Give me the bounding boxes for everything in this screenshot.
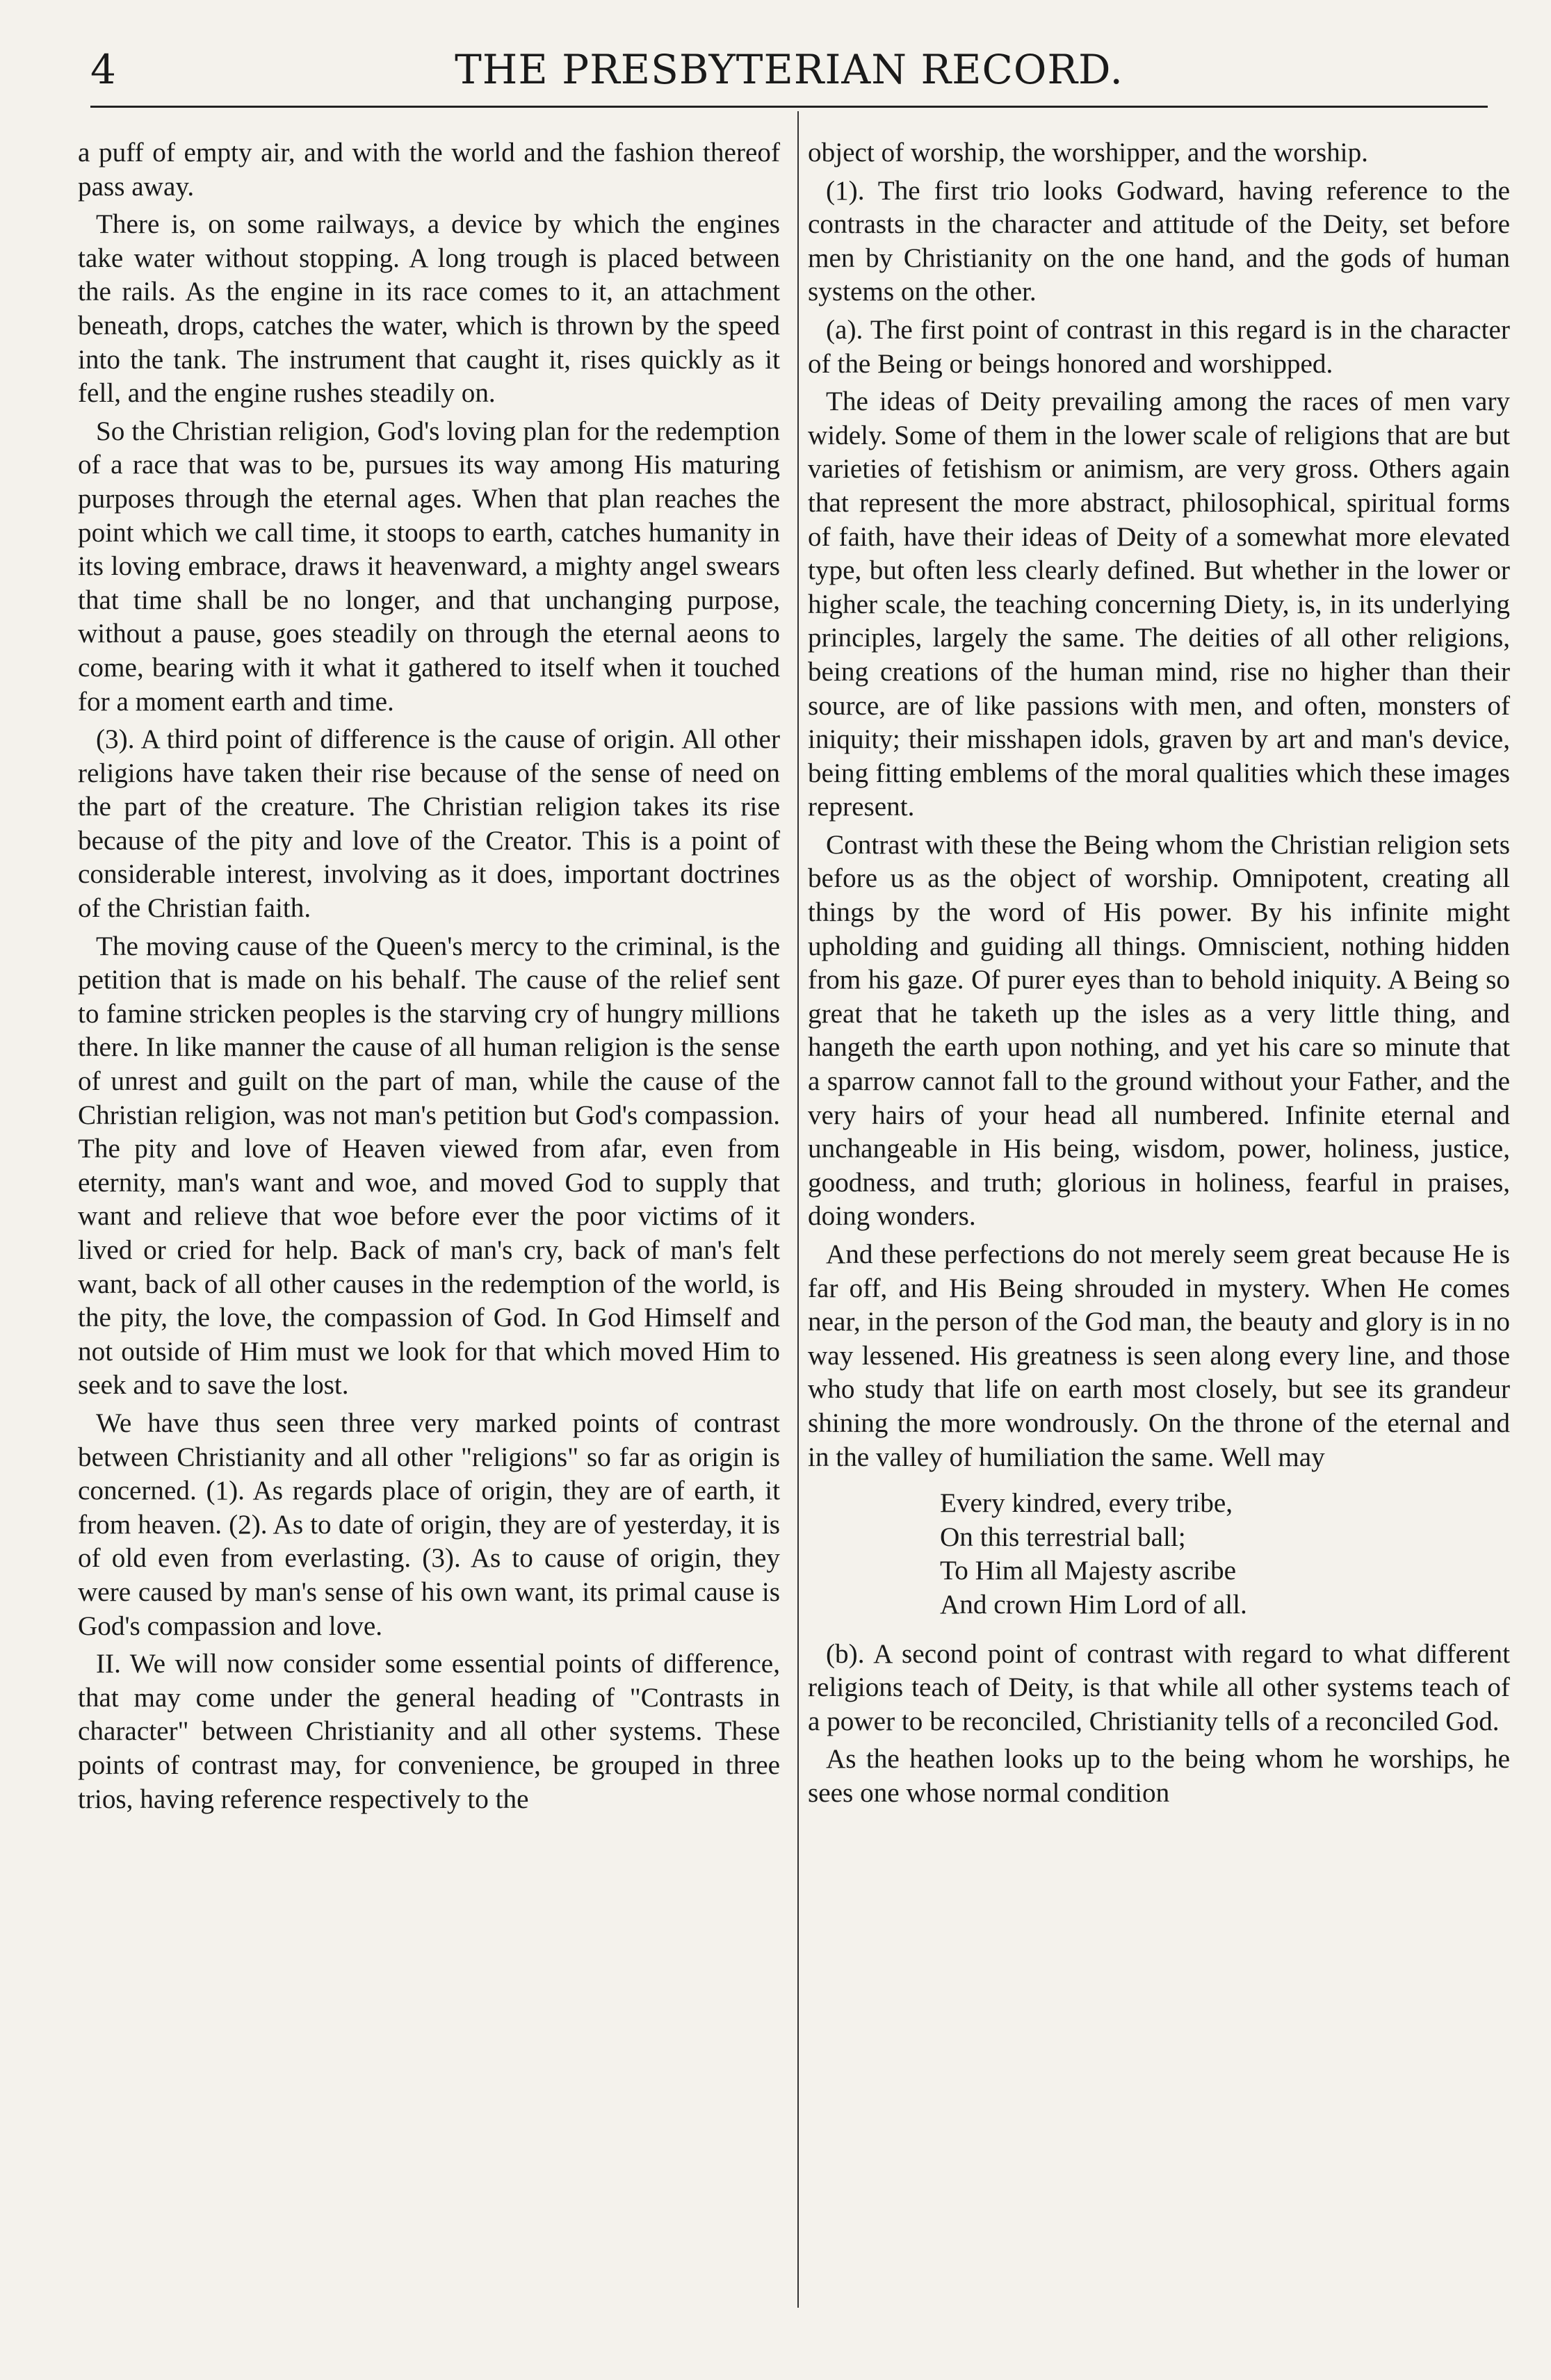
paragraph: And these perfections do not merely seem great because He is far off, and His Being shrouded in mystery. When He comes near, in the person of the God man, the beauty and glory is in no way lessened. His greatness is seen along every line, and those who study that life on earth most closely, but see its grandeur shining the more wondrously. On the throne of the eternal and in the valley of humiliation the same. Well may	[808, 1239, 1510, 1472]
column-divider	[797, 111, 799, 2308]
paragraph: object of worship, the worshipper, and the worship.	[808, 138, 1368, 168]
paragraph: So the Christian religion, God's loving plan for the redemption of a race that was to be, pursues its way among His maturing purposes through the eternal ages. When that plan reaches the point which we call time, it stoops to earth, catches humanity in its loving embrace, draws it heavenward, a mighty angel swears that time shall be no longer, and that unchanging purpose, without a pause, goes steadily on through the eternal aeons to come, bearing with it what it gathered to itself when it touched for a moment earth and time.	[78, 416, 780, 717]
left-column	[78, 136, 780, 1820]
paragraph: There is, on some railways, a device by which the engines take water without stopping. A long trough is placed between the rails. As the engine in its race comes to it, an attachment beneath, drops, catches the water, which is thrown by the speed into the tank. The instrument that caught it, rises quickly as it fell, and the engine rushes steadily on.	[78, 209, 780, 409]
poem-line: On this terrestrial ball;	[940, 1522, 1186, 1552]
right-column	[808, 136, 1510, 1815]
paragraph: As the heathen looks up to the being whom he worships, he sees one whose normal condition	[808, 1744, 1510, 1808]
page-header	[90, 40, 1488, 103]
paragraph: The ideas of Deity prevailing among the races of men vary widely. Some of them in the lower scale of religions that are but varieties of fetishism or animism, are very gross. Others again that represent the more abstract, philosophical, spiritual forms of faith, have their ideas of Deity of a somewhat more elevated type, but often less clearly defined. But whether in the lower or higher scale, the teaching concerning Diety, is, in its underlying principles, largely the same. The deities of all other religions, being creations of the human mind, rise no higher than their source, are of like passions with men, and often, monsters of iniquity; their misshapen idols, graven by art and man's device, being fitting emblems of the moral qualities which these images represent.	[808, 386, 1510, 822]
page-number: 4	[90, 46, 116, 93]
poem-line: To Him all Majesty ascribe	[940, 1556, 1237, 1586]
header-rule	[90, 106, 1488, 108]
running-title: THE PRESBYTERIAN RECORD.	[455, 46, 1123, 93]
paragraph: a puff of empty air, and with the world and the fashion thereof pass away.	[78, 138, 780, 202]
paragraph: (b). A second point of contrast with regard to what different religions teach of Deity, is that while all other systems teach of a power to be reconciled, Christianity tells of a reconciled God.	[808, 1638, 1510, 1736]
paragraph: Contrast with these the Being whom the Christian religion sets before us as the object of worship. Omnipotent, creating all things by the word of His power. By his infinite might upholding and guiding all things. Omniscient, nothing hidden from his gaze. Of purer eyes than to behold iniquity. A Being so great that he taketh up the isles as a very little thing, and hangeth the earth upon nothing, and yet his care so minute that a sparrow cannot fall to the ground without your Father, and the very hairs of your head all numbered. Infinite eternal and unchangeable in His being, wisdom, power, holiness, justice, goodness, and truth; glorious in holiness, fearful in praises, doing wonders.	[808, 829, 1510, 1232]
poem-verse	[940, 1487, 1510, 1622]
paragraph: We have thus seen three very marked points of contrast between Christianity and all other "religions" so far as origin is concerned. (1). As regards place of origin, they are of earth, it from heaven. (2). As to date of origin, they are of yesterday, it is of old even from everlasting. (3). As to cause of origin, they were caused by man's sense of his own want, its primal cause is God's compassion and love.	[78, 1408, 780, 1641]
poem-line: And crown Him Lord of all.	[940, 1589, 1247, 1620]
paragraph: (a). The first point of contrast in this regard is in the character of the Being or beings honored and worshipped.	[808, 314, 1510, 379]
poem-line: Every kindred, every tribe,	[940, 1488, 1233, 1519]
paragraph: The moving cause of the Queen's mercy to the criminal, is the petition that is made on his behalf. The cause of the relief sent to famine stricken peoples is the starving cry of hungry millions there. In like manner the cause of all human religion is the sense of unrest and guilt on the part of man, while the cause of the Christian religion, was not man's petition but God's compassion. The pity and love of Heaven viewed from afar, even from eternity, man's want and woe, and moved God to supply that want and relieve that woe before ever the poor victims of it lived or cried for help. Back of man's cry, back of man's felt want, back of all other causes in the redemption of the world, is the pity, the love, the compassion of God. In God Himself and not outside of Him must we look for that which moved Him to seek and to save the lost.	[78, 931, 780, 1401]
paragraph: (3). A third point of difference is the cause of origin. All other religions have taken their rise because of the sense of need on the part of the creature. The Christian religion takes its rise because of the pity and love of the Creator. This is a point of considerable interest, involving as it does, important doctrines of the Christian faith.	[78, 724, 780, 924]
paragraph: II. We will now consider some essential points of difference, that may come under the general heading of "Contrasts in character" between Christianity and all other systems. These points of contrast may, for convenience, be grouped in three trios, having reference respectively to the	[78, 1649, 780, 1814]
paragraph: (1). The first trio looks Godward, having reference to the contrasts in the character and attitude of the Deity, set before men by Christianity on the one hand, and the gods of human systems on the other.	[808, 175, 1510, 307]
